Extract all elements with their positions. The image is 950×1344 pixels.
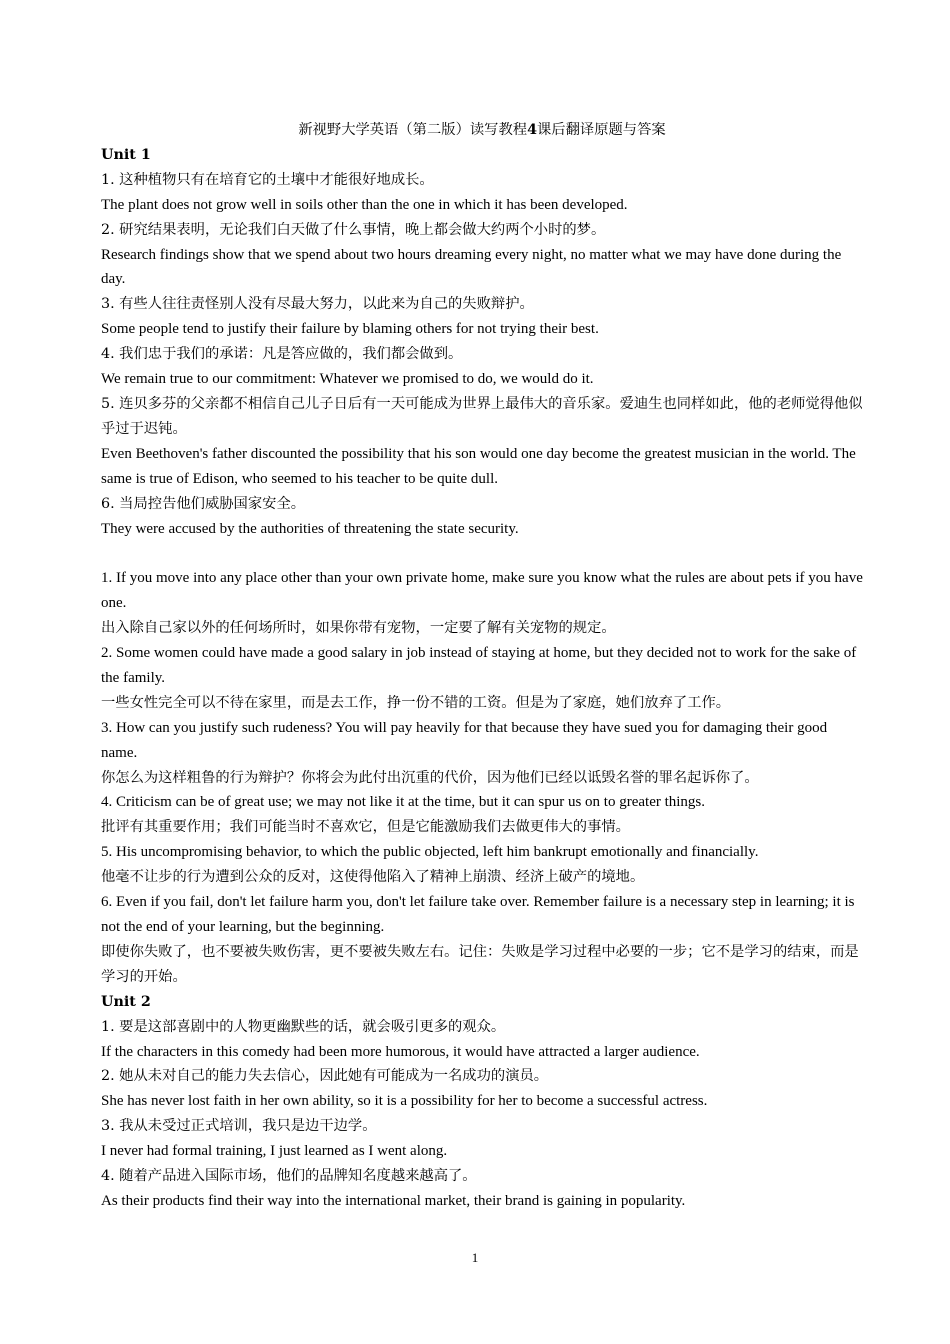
translation-line: They were accused by the authorities of threatening the state security. [101, 520, 519, 537]
translation-line: 你怎么为这样粗鲁的行为辩护？你将会为此付出沉重的代价，因为他们已经以诋毁名誉的罪名起诉你了。 [101, 769, 759, 786]
document-title [101, 118, 863, 143]
title-number: 4 [527, 122, 538, 138]
translation-line: 3. 我从未受过正式培训，我只是边干边学。 [101, 1118, 377, 1135]
translation-line: She has never lost faith in her own ability, so it is a possibility for her to become a successful actress. [101, 1093, 708, 1110]
translation-line: 即使你失败了，也不要被失败伤害，更不要被失败左右。记住：失败是学习过程中必要的一步；它不是学习的结束，而是学习的开始。 [101, 943, 859, 985]
translation-line: 2. Some women could have made a good salary in job instead of staying at home, but they decided not to work for the sake of the family. [101, 645, 857, 686]
translation-line: As their products find their way into the international market, their brand is gaining in popularity. [101, 1192, 686, 1209]
unit-2-heading: Unit 2 [101, 993, 151, 1010]
translation-line: 他毫不让步的行为遭到公众的反对，这使得他陷入了精神上崩溃、经济上破产的境地。 [101, 869, 645, 886]
translation-line: Even Beethoven's father discounted the possibility that his son would one day become the greatest musician in the world. The same is true of Edison, who seemed to his teacher to be quite dull. [101, 445, 856, 487]
translation-line: Some people tend to justify their failure by blaming others for not trying their best. [101, 321, 599, 338]
translation-line: 5. His uncompromising behavior, to which the public objected, left him bankrupt emotionally and financially. [101, 844, 759, 861]
title-prefix: 新视野大学英语（第二版）读写教程 [298, 122, 528, 138]
title-suffix: 课后翻译原题与答案 [537, 122, 666, 138]
translation-line: 6. 当局控告他们威胁国家安全。 [101, 495, 306, 512]
translation-line: 2. 她从未对自己的能力失去信心，因此她有可能成为一名成功的演员。 [101, 1068, 549, 1085]
translation-line: We remain true to our commitment: Whatever we promised to do, we would do it. [101, 371, 594, 388]
translation-line: 1. 这种植物只有在培育它的土壤中才能很好地成长。 [101, 171, 434, 188]
page-number: 1 [471, 1250, 479, 1265]
translation-line: 3. How can you justify such rudeness? You will pay heavily for that because they have sued you for damaging their good name. [101, 719, 828, 761]
translation-line: 4. 我们忠于我们的承诺：凡是答应做的，我们都会做到。 [101, 346, 463, 363]
translation-line: Research findings show that we spend about two hours dreaming every night, no matter what we may have done during the day. [101, 246, 842, 288]
translation-line: 4. Criticism can be of great use; we may not like it at the time, but it can spur us on to greater things. [101, 794, 706, 811]
translation-line: The plant does not grow well in soils other than the one in which it has been developed. [101, 196, 628, 213]
translation-line: 5. 连贝多芬的父亲都不相信自己儿子日后有一天可能成为世界上最伟大的音乐家。爱迪生也同样如此，他的老师觉得他似乎过于迟钝。 [101, 395, 863, 437]
blank-line [101, 541, 863, 566]
translation-line: I never had formal training, I just learned as I went along. [101, 1143, 448, 1160]
translation-line: If the characters in this comedy had been more humorous, it would have attracted a larger audience. [101, 1043, 700, 1060]
translation-line: 6. Even if you fail, don't let failure harm you, don't let failure take over. Remember failure is a necessary step in learning; it is not the end of your learning, but the beginning. [101, 894, 855, 935]
unit-1-heading: Unit 1 [101, 146, 151, 163]
translation-line: 3. 有些人往往责怪别人没有尽最大努力，以此来为自己的失败辩护。 [101, 296, 534, 313]
page-content [101, 118, 863, 1214]
translation-line: 一些女性完全可以不待在家里，而是去工作，挣一份不错的工资。但是为了家庭，她们放弃了工作。 [101, 694, 731, 711]
translation-line: 出入除自己家以外的任何场所时，如果你带有宠物，一定要了解有关宠物的规定。 [101, 620, 616, 637]
translation-line: 4. 随着产品进入国际市场，他们的品牌知名度越来越高了。 [101, 1168, 477, 1185]
translation-line: 1. If you move into any place other than your own private home, make sure you know what the rules are about pets if you have one. [101, 570, 863, 612]
translation-line: 2. 研究结果表明，无论我们白天做了什么事情，晚上都会做大约两个小时的梦。 [101, 221, 606, 238]
translation-line: 批评有其重要作用；我们可能当时不喜欢它，但是它能激励我们去做更伟大的事情。 [101, 819, 630, 836]
translation-line: 1. 要是这部喜剧中的人物更幽默些的话，就会吸引更多的观众。 [101, 1018, 506, 1035]
